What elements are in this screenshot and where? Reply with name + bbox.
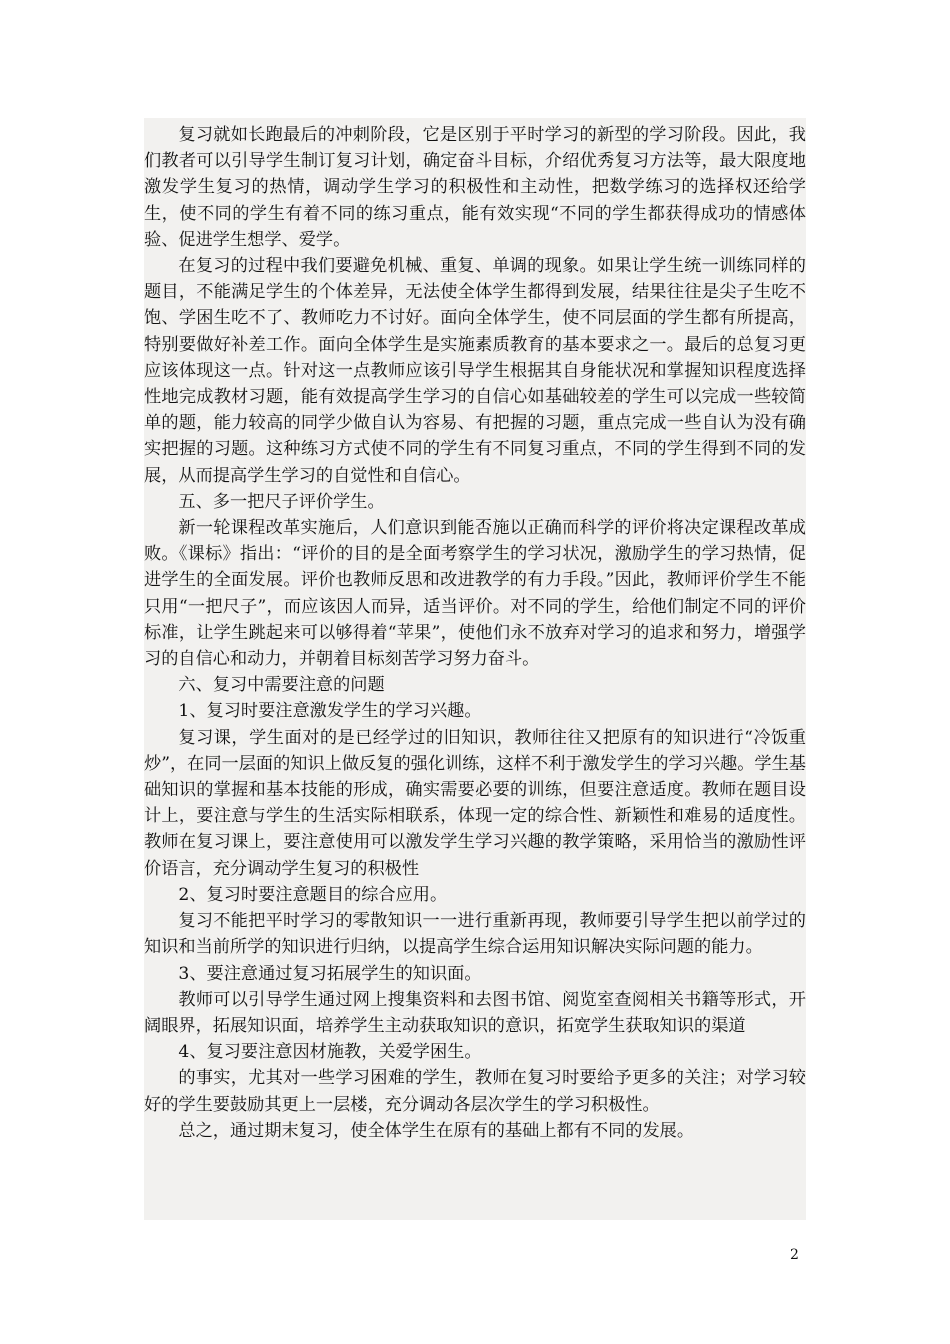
paragraph-avoid-monotony: 在复习的过程中我们要避免机械、重复、单调的现象。如果让学生统一训练同样的题目，不能满足学生的个体差异，无法使全体学生都得到发展，结果往往是尖子生吃不饱、学困生吃不了、教师吃力不讨好。面向全体学生，使不同层面的学生都有所提高，特别要做好补差工作。面向全体学生是实施素质教育的基本要求之一。最后的总复习更应该体现这一点。针对这一点教师应该引导学生根据其自身能状况和掌握知识程度选择性地完成教材习题，能有效提高学生学习的自信心如基础较差的学生可以完成一些较简单的题，能力较高的同学少做自认为容易、有把握的习题，重点完成一些自认为没有确实把握的习题。这种练习方式使不同的学生有不同复习重点，不同的学生得到不同的发展，从而提高学生学习的自觉性和自信心。	[144, 256, 806, 486]
paragraph-conclusion: 总之，通过期末复习，使全体学生在原有的基础上都有不同的发展。	[178, 1120, 695, 1141]
paragraph-evaluation: 新一轮课程改革实施后，人们意识到能否施以正确而科学的评价将决定课程改革成败。《课标》指出：“评价的目的是全面考察学生的学习状况，激励学生的学习热情，促进学生的全面发展。评价也教师反思和改进教学的有力手段。”因此，教师评价学生不能只用“一把尺子”，而应该因人而异，适当评价。对不同的学生，给他们制定不同的评价标准，让学生跳起来可以够得着“苹果”，使他们永不放弃对学习的追求和努力，增强学习的自信心和动力，并朝着目标刻苦学习努力奋斗。	[144, 518, 806, 670]
subheading-item-4: 4、复习要注意因材施教，关爱学困生。	[178, 1042, 482, 1063]
paragraph-item-1: 复习课，学生面对的是已经学过的旧知识，教师往往又把原有的知识进行“冷饭重炒”，在同一层面的知识上做反复的强化训练，这样不利于激发学生的学习兴趣。学生基础知识的掌握和基本技能的形成，确实需要必要的训练，但要注意适度。教师在题目设计上，要注意与学生的生活实际相联系，体现一定的综合性、新颖性和难易的适度性。教师在复习课上，要注意使用可以激发学生学习兴趣的教学策略，采用恰当的激励性评价语言，充分调动学生复习的积极性	[144, 727, 806, 879]
paragraph-item-4: 的事实，尤其对一些学习困难的学生，教师在复习时要给予更多的关注；对学习较好的学生要鼓励其更上一层楼，充分调动各层次学生的学习积极性。	[144, 1068, 806, 1115]
document-body	[144, 122, 806, 1144]
subheading-item-1: 1、复习时要注意激发学生的学习兴趣。	[178, 701, 482, 722]
heading-section-five: 五、多一把尺子评价学生。	[178, 491, 385, 512]
heading-section-six: 六、复习中需要注意的问题	[178, 675, 385, 696]
page-number: 2	[790, 1247, 799, 1263]
paragraph-review-sprint: 复习就如长跑最后的冲刺阶段，它是区别于平时学习的新型的学习阶段。因此，我们教者可以引导学生制订复习计划，确定奋斗目标，介绍优秀复习方法等，最大限度地激发学生复习的热情，调动学生学习的积极性和主动性，把数学练习的选择权还给学生，使不同的学生有着不同的练习重点，能有效实现“不同的学生都获得成功的情感体验、促进学生想学、爱学。	[144, 125, 806, 250]
paragraph-item-3: 教师可以引导学生通过网上搜集资料和去图书馆、阅览室查阅相关书籍等形式，开阔眼界，拓展知识面，培养学生主动获取知识的意识，拓宽学生获取知识的渠道	[144, 989, 806, 1036]
paragraph-item-2: 复习不能把平时学习的零散知识一一进行重新再现，教师要引导学生把以前学过的知识和当前所学的知识进行归纳，以提高学生综合运用知识解决实际问题的能力。	[144, 911, 806, 958]
subheading-item-2: 2、复习时要注意题目的综合应用。	[178, 884, 448, 905]
subheading-item-3: 3、要注意通过复习拓展学生的知识面。	[178, 963, 482, 984]
